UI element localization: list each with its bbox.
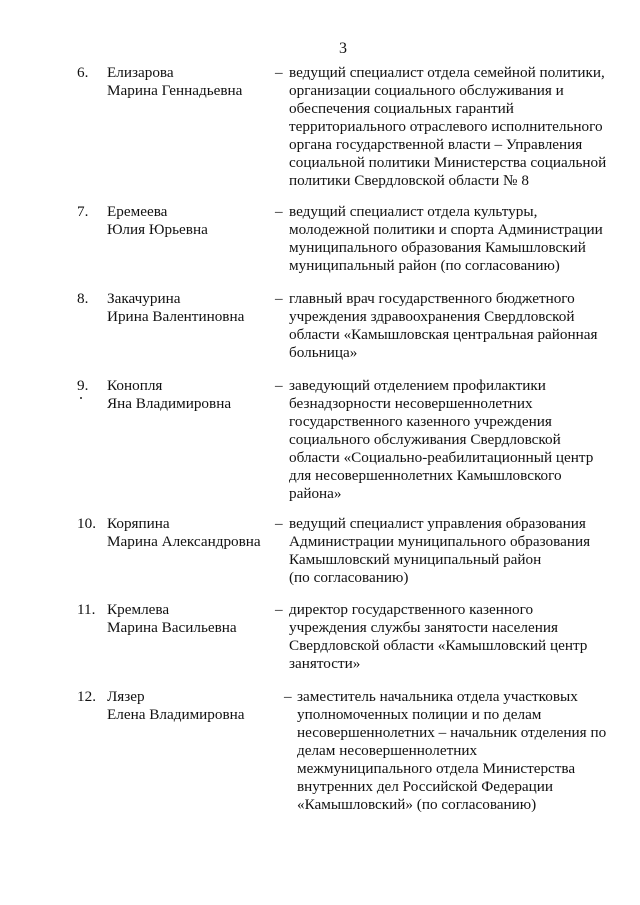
description-line: молодежной политики и спорта Администрации xyxy=(289,221,603,238)
description-line: ведущий специалист отдела культуры, xyxy=(289,203,538,220)
position-description xyxy=(289,290,619,362)
page-number: 3 xyxy=(339,40,347,57)
description-line: социальной политики Министерства социальной xyxy=(289,154,607,171)
item-number: 10. xyxy=(77,515,96,532)
person-name xyxy=(107,64,277,100)
surname: Коряпина xyxy=(107,515,170,532)
surname: Конопля xyxy=(107,377,163,394)
given-names: Яна Владимировна xyxy=(107,395,232,412)
given-names: Елена Владимировна xyxy=(107,706,245,723)
description-line: делам несовершеннолетних xyxy=(297,742,478,759)
position-description xyxy=(289,515,619,587)
description-line: безнадзорности несовершеннолетних xyxy=(289,395,533,412)
description-line: обеспечения социальных гарантий xyxy=(289,100,514,117)
separator-dash: – xyxy=(275,515,283,532)
position-description xyxy=(289,377,619,503)
person-name xyxy=(107,601,277,637)
item-number: 6. xyxy=(77,64,89,81)
description-line: Камышловский муниципальный район xyxy=(289,551,542,568)
description-line: района» xyxy=(289,485,342,502)
given-names: Марина Васильевна xyxy=(107,619,237,636)
separator-dash: – xyxy=(284,688,292,705)
person-name xyxy=(107,688,277,724)
description-line: несовершеннолетних – начальник отделения по xyxy=(297,724,607,741)
description-line: учреждения здравоохранения Свердловской xyxy=(289,308,575,325)
description-line: Администрации муниципального образования xyxy=(289,533,591,550)
description-line: (по согласованию) xyxy=(289,569,409,586)
description-line: муниципальный район (по согласованию) xyxy=(289,257,560,274)
description-line: государственного казенного учреждения xyxy=(289,413,552,430)
item-number: 7. xyxy=(77,203,89,220)
surname: Лязер xyxy=(107,688,145,705)
description-line: межмуниципального отдела Министерства xyxy=(297,760,576,777)
separator-dash: – xyxy=(275,290,283,307)
item-number: 8. xyxy=(77,290,89,307)
description-line: ведущий специалист отдела семейной политики, xyxy=(289,64,605,81)
description-line: уполномоченных полиции и по делам xyxy=(297,706,542,723)
description-line: политики Свердловской области № 8 xyxy=(289,172,529,189)
description-line: заместитель начальника отдела участковых xyxy=(297,688,578,705)
item-number: 12. xyxy=(77,688,96,705)
scan-speck xyxy=(80,397,82,399)
person-name xyxy=(107,290,277,326)
person-name xyxy=(107,203,277,239)
given-names: Юлия Юрьевна xyxy=(107,221,208,238)
description-line: муниципального образования Камышловский xyxy=(289,239,586,256)
surname: Кремлева xyxy=(107,601,170,618)
item-number: 9. xyxy=(77,377,89,394)
surname: Закачурина xyxy=(107,290,181,307)
description-line: главный врач государственного бюджетного xyxy=(289,290,575,307)
description-line: Свердловской области «Камышловский центр xyxy=(289,637,588,654)
position-description xyxy=(289,601,619,673)
given-names: Марина Александровна xyxy=(107,533,261,550)
separator-dash: – xyxy=(275,203,283,220)
person-name xyxy=(107,377,277,413)
description-line: органа государственной власти – Управления xyxy=(289,136,583,153)
given-names: Ирина Валентиновна xyxy=(107,308,245,325)
position-description xyxy=(289,203,619,275)
separator-dash: – xyxy=(275,377,283,394)
separator-dash: – xyxy=(275,64,283,81)
description-line: территориального отраслевого исполнительного xyxy=(289,118,603,135)
position-description xyxy=(289,64,619,190)
description-line: больница» xyxy=(289,344,358,361)
person-name xyxy=(107,515,277,551)
description-line: организации социального обслуживания и xyxy=(289,82,564,99)
description-line: «Камышловский» (по согласованию) xyxy=(297,796,537,813)
separator-dash: – xyxy=(275,601,283,618)
description-line: занятости» xyxy=(289,655,361,672)
given-names: Марина Геннадьевна xyxy=(107,82,243,99)
description-line: ведущий специалист управления образования xyxy=(289,515,586,532)
item-number: 11. xyxy=(77,601,96,618)
position-description xyxy=(297,688,627,814)
description-line: учреждения службы занятости населения xyxy=(289,619,558,636)
surname: Елизарова xyxy=(107,64,174,81)
description-line: области «Социально-реабилитационный центр xyxy=(289,449,594,466)
description-line: для несовершеннолетних Камышловского xyxy=(289,467,562,484)
description-line: внутренних дел Российской Федерации xyxy=(297,778,554,795)
description-line: заведующий отделением профилактики xyxy=(289,377,546,394)
description-line: области «Камышловская центральная районная xyxy=(289,326,598,343)
surname: Еремеева xyxy=(107,203,168,220)
description-line: социального обслуживания Свердловской xyxy=(289,431,561,448)
description-line: директор государственного казенного xyxy=(289,601,534,618)
